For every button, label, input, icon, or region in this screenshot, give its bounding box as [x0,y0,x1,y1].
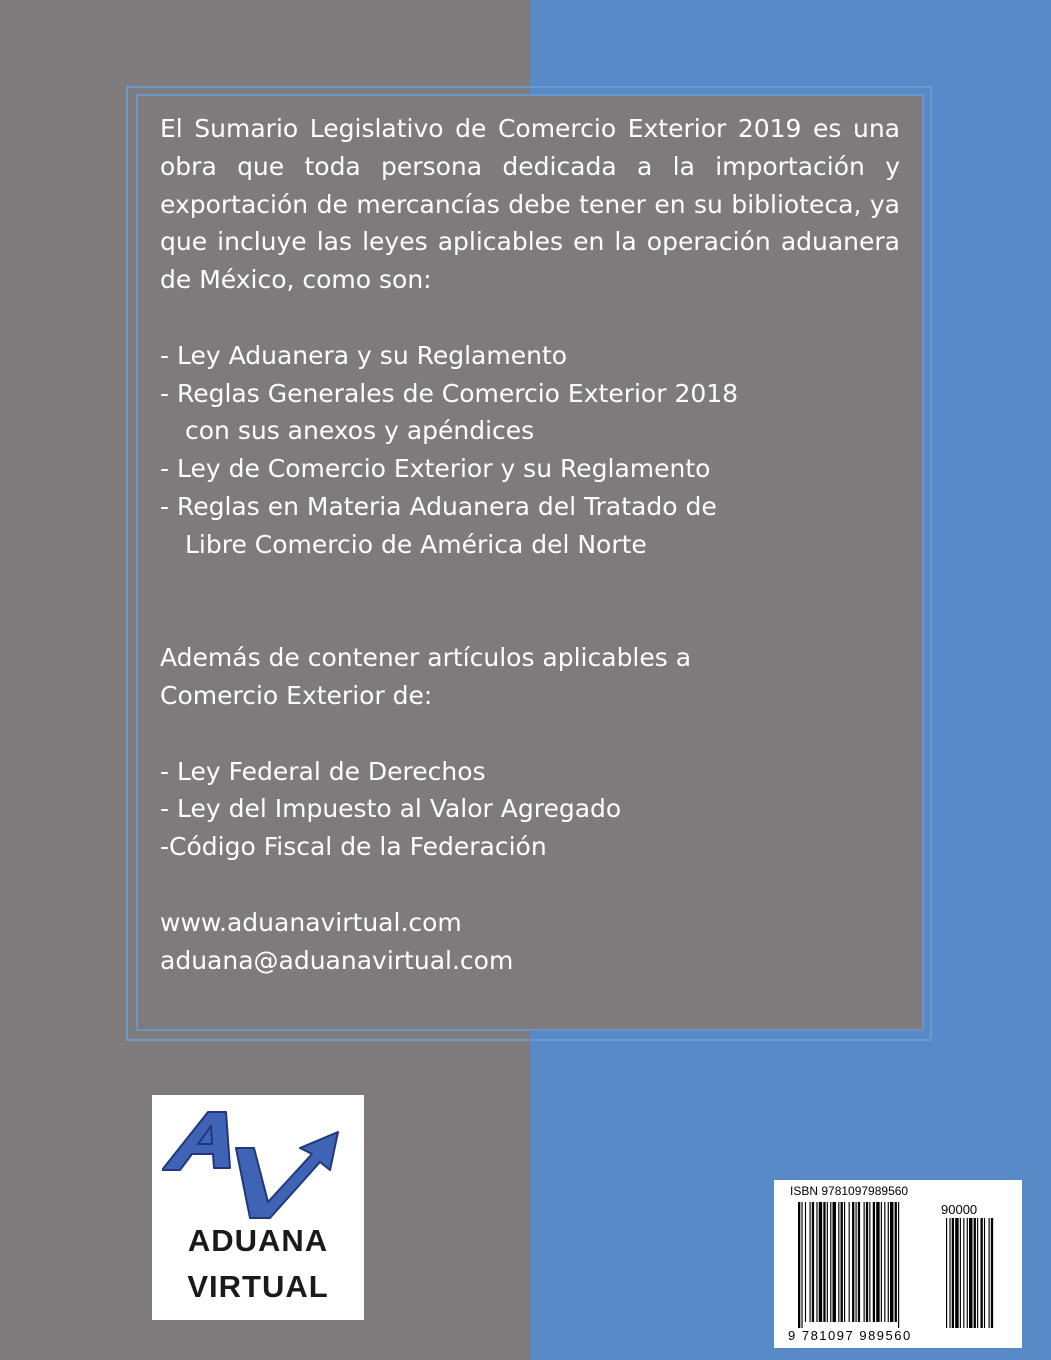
barcode-addon-bar [977,1218,978,1328]
barcode-bar [858,1202,860,1322]
logo-line-2: VIRTUAL [187,1269,329,1304]
barcode-addon-bar [960,1218,961,1328]
logo-line-1: ADUANA [187,1223,329,1258]
barcode-bar [844,1202,845,1322]
barcode-bar [805,1202,806,1322]
barcode-bar [841,1202,843,1322]
barcode-bar [833,1202,836,1322]
barcode-addon-bar [981,1218,983,1328]
website-text: www.aduanavirtual.com [160,907,462,937]
barcode-addon-bar [955,1218,958,1328]
barcode-digits: 9 781097 989560 [788,1328,912,1343]
barcode-bar [819,1202,822,1322]
barcode-addon-bar [969,1218,972,1328]
barcode-addon: 90000 [941,1202,978,1217]
barcode-bar [810,1202,811,1322]
barcode-bar [898,1202,899,1328]
extra-law-item: - Ley Federal de Derechos [160,756,486,786]
isbn-barcode [774,1180,1022,1348]
aduana-virtual-logo [152,1095,364,1320]
barcode-bar [856,1202,857,1322]
av-arrow-logo-icon [162,1110,354,1220]
barcode-bar [852,1202,854,1322]
barcode-bar [823,1202,825,1322]
barcode-bar [884,1202,885,1322]
barcode-bar [869,1202,870,1322]
barcode-addon-bar [974,1218,976,1328]
barcode-addon-bar [952,1218,954,1328]
law-item: - Ley de Comercio Exterior y su Reglamento [160,454,711,484]
barcode-addon-bar [949,1218,950,1328]
barcode-bar [864,1202,865,1322]
intro-paragraph: El Sumario Legislativo de Comercio Exterior 2019 es una obra que toda persona dedicada a la importación y exportación de mercancías debe tener en su biblioteca, ya que incluye las leyes aplicables en la operación aduanera de México, como son: [160,114,900,295]
email-text: aduana@aduanavirtual.com [160,945,514,975]
law-item: - Reglas Generales de Comercio Exterior 2018 con sus anexos y apéndices [160,378,739,446]
extra-law-item: -Código Fiscal de la Federación [160,832,547,862]
barcode-bar [798,1202,800,1328]
barcode-bar [816,1202,817,1322]
extra-intro-line-2: Comercio Exterior de: [160,680,433,710]
barcode-bar [812,1202,814,1322]
barcode-bar [838,1202,839,1322]
barcode-bar [873,1202,875,1322]
law-item: - Reglas en Materia Aduanera del Tratado de Libre Comercio de América del Norte [160,491,717,559]
isbn-label: ISBN 9781097989560 [790,1184,909,1198]
barcode-addon-bar [984,1218,985,1328]
extra-law-item: - Ley del Impuesto al Valor Agregado [160,794,622,824]
barcode-addon-bar [991,1218,993,1328]
barcode-bar [876,1202,879,1322]
barcode-bar [866,1202,868,1322]
barcode-addon-bar [946,1218,947,1328]
barcode-bar [827,1202,828,1322]
barcode-bar [890,1202,893,1322]
law-list [160,337,900,564]
barcode-addon-bar [989,1218,990,1328]
extra-intro-line-1: Además de contener artículos aplicables a [160,643,692,673]
back-cover-text [160,110,900,979]
barcode-addon-bar [963,1218,964,1328]
barcode-bar [888,1202,889,1322]
law-item: - Ley Aduanera y su Reglamento [160,340,568,370]
barcode-bar [849,1202,850,1322]
barcode-bar [895,1202,897,1322]
barcode-bar [801,1202,802,1328]
barcode-bar [830,1202,831,1322]
barcode-bars [774,1180,1022,1348]
extra-law-list [160,753,900,866]
barcode-addon-bar [967,1218,968,1328]
barcode-bar [881,1202,882,1322]
